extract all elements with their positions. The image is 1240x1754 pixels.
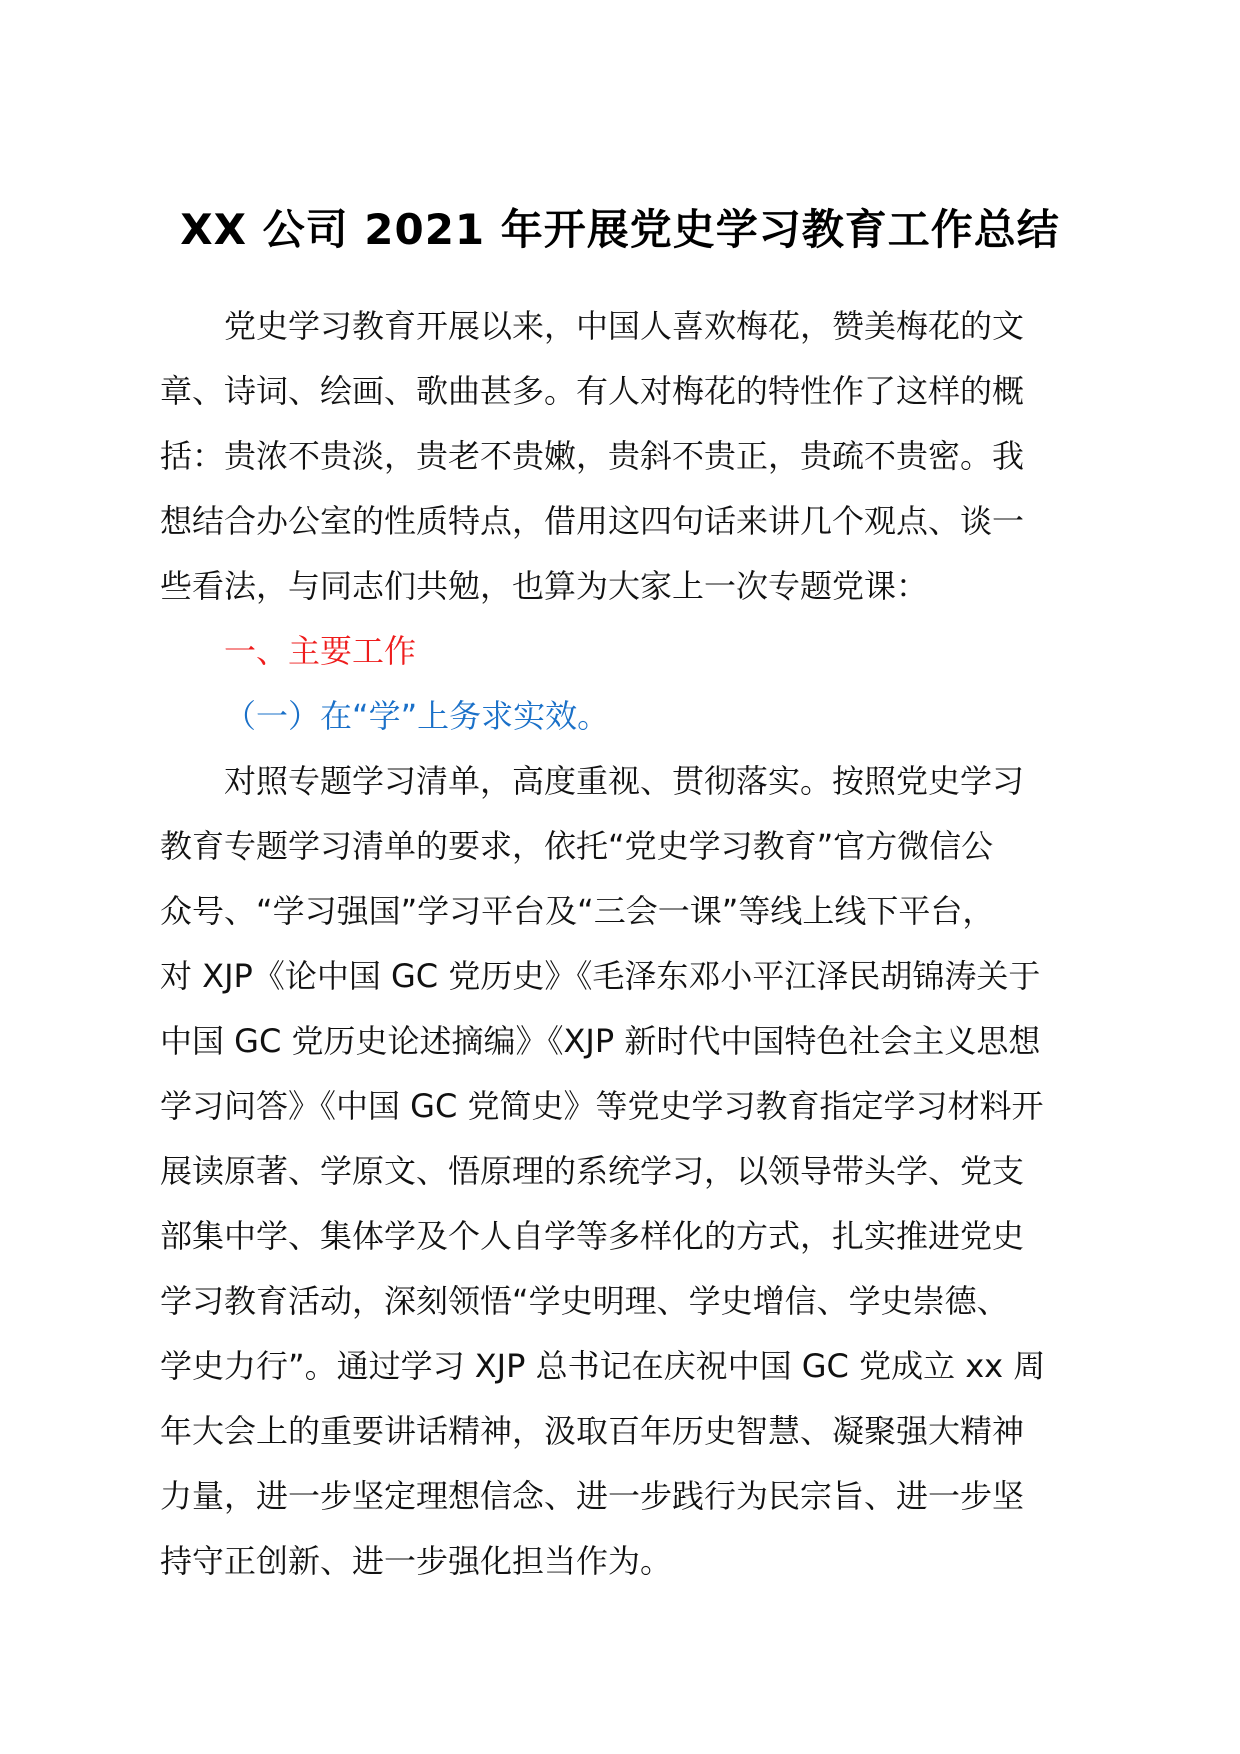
- intro-line: 章、诗词、绘画、歌曲甚多。有人对梅花的特性作了这样的概: [160, 372, 1025, 410]
- body-line: 中国 GC 党历史论述摘编》《XJP 新时代中国特色社会主义思想: [160, 1022, 1041, 1060]
- body-line: 学习问答》《中国 GC 党简史》等党史学习教育指定学习材料开: [160, 1087, 1044, 1125]
- intro-line: 些看法，与同志们共勉，也算为大家上一次专题党课：: [160, 567, 929, 605]
- intro-line: 想结合办公室的性质特点，借用这四句话来讲几个观点、谈一: [160, 502, 1025, 540]
- body-line: 学史力行”。通过学习 XJP 总书记在庆祝中国 GC 党成立 xx 周: [160, 1347, 1046, 1385]
- document-body: [160, 294, 1120, 1594]
- intro-line: 党史学习教育开展以来，中国人喜欢梅花，赞美梅花的文: [224, 307, 1025, 345]
- body-line: 对 XJP《论中国 GC 党历史》《毛泽东邓小平江泽民胡锦涛关于: [160, 957, 1041, 995]
- document-title: XX 公司 2021 年开展党史学习教育工作总结: [180, 205, 1060, 254]
- body-line: 对照专题学习清单，高度重视、贯彻落实。按照党史学习: [224, 762, 1025, 800]
- body-line: 力量，进一步坚定理想信念、进一步践行为民宗旨、进一步坚: [160, 1477, 1025, 1515]
- body-line: 年大会上的重要讲话精神，汲取百年历史智慧、凝聚强大精神: [160, 1412, 1025, 1450]
- body-line: 学习教育活动，深刻领悟“学史明理、学史增信、学史崇德、: [160, 1282, 1009, 1320]
- body-line: 众号、“学习强国”学习平台及“三会一课”等线上线下平台，: [160, 892, 995, 930]
- body-line: 教育专题学习清单的要求，依托“党史学习教育”官方微信公: [160, 827, 994, 865]
- section-heading: 一、主要工作: [224, 632, 417, 670]
- body-line: 部集中学、集体学及个人自学等多样化的方式，扎实推进党史: [160, 1217, 1025, 1255]
- subsection-heading: （一）在“学”上务求实效。: [224, 697, 610, 735]
- body-line: 展读原著、学原文、悟原理的系统学习，以领导带头学、党支: [160, 1152, 1025, 1190]
- intro-line: 括：贵浓不贵淡，贵老不贵嫩，贵斜不贵正，贵疏不贵密。我: [160, 437, 1025, 475]
- body-line: 持守正创新、进一步强化担当作为。: [160, 1542, 673, 1580]
